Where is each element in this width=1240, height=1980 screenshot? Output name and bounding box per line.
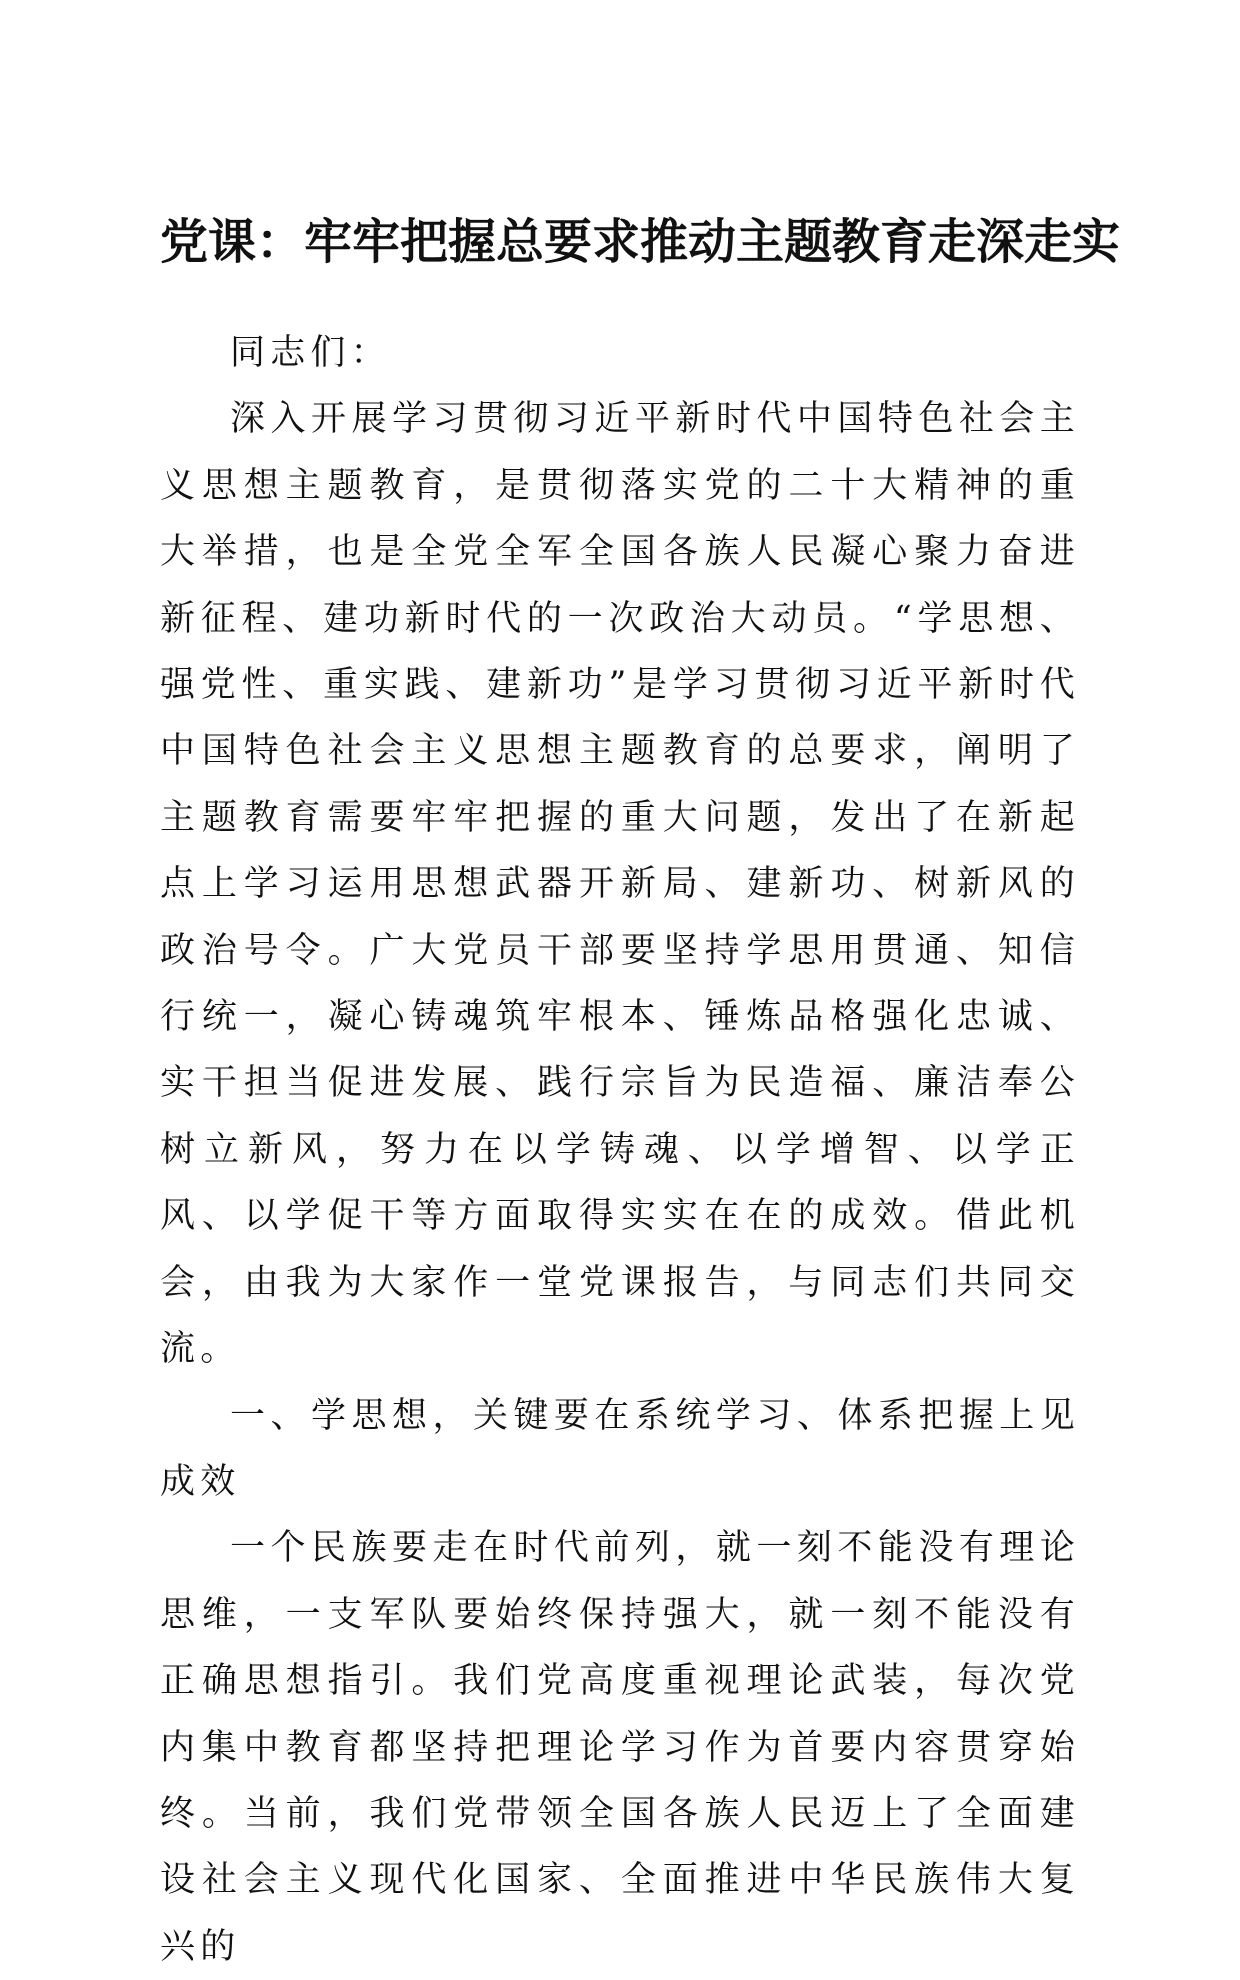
intro-paragraph: 深入开展学习贯彻习近平新时代中国特色社会主义思想主题教育，是贯彻落实党的二十大精神的重大举措，也是全党全军全国各族人民凝心聚力奋进新征程、建功新时代的一次政治大动员。“学思想、强党性、重实践、建新功”是学习贯彻习近平新时代中国特色社会主义思想主题教育的总要求，阐明了主题教育需要牢牢把握的重大问题，发出了在新起点上学习运用思想武器开新局、建新功、树新风的政治号令。广大党员干部要坚持学思用贯通、知信行统一，凝心铸魂筑牢根本、锤炼品格强化忠诚、实干担当促进发展、践行宗旨为民造福、廉洁奉公树立新风，努力在以学铸魂、以学增智、以学正风、以学促干等方面取得实实在在的成效。借此机会，由我为大家作一堂党课报告，与同志们共同交流。 <box>160 399 1080 1370</box>
section-heading: 一、学思想，关键要在系统学习、体系把握上见成效 <box>160 1395 1080 1502</box>
document-body <box>160 320 1080 1980</box>
document-title: 党课：牢牢把握总要求推动主题教育走深走实 <box>160 214 1121 270</box>
salutation: 同志们： <box>230 333 391 373</box>
section-paragraph: 一个民族要走在时代前列，就一刻不能没有理论思维，一支军队要始终保持强大，就一刻不能没有正确思想指引。我们党高度重视理论武装，每次党内集中教育都坚持把理论学习作为首要内容贯穿始终。当前，我们党带领全国各族人民迈上了全面建设社会主义现代化国家、全面推进中华民族伟大复兴的 <box>160 1528 1080 1967</box>
